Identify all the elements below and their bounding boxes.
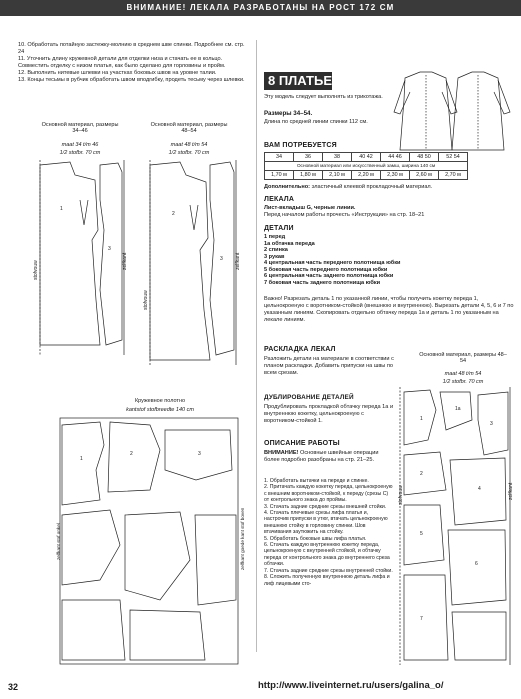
layout-title: РАСКЛАДКА ЛЕКАЛ bbox=[264, 346, 336, 353]
amount-cell: 1,80 м bbox=[294, 171, 323, 180]
piece-number: 2 bbox=[130, 451, 133, 457]
header-banner: ВНИМАНИЕ! ЛЕКАЛА РАЗРАБОТАНЫ НА РОСТ 172 СМ bbox=[0, 0, 521, 16]
sleeve-line bbox=[394, 80, 410, 114]
left-plan-stof: 1/2 stofbr. 70 cm bbox=[59, 150, 101, 156]
right-col-plan-caption: Основной материал, размеры 48–54 bbox=[419, 352, 507, 364]
pattern-piece bbox=[478, 392, 508, 455]
piece-number: 3 bbox=[108, 246, 111, 252]
lace-right-edge: zelfkant goede kant stof boven bbox=[240, 507, 245, 570]
size-cell: 44 46 bbox=[381, 153, 410, 162]
details-title: ДЕТАЛИ bbox=[264, 225, 294, 232]
size-cell: 52 54 bbox=[439, 153, 468, 162]
zelfkant-label-b: zelfkant bbox=[235, 252, 241, 270]
lace-piece bbox=[125, 512, 190, 600]
right-col-plan-maat: maat 48 t/m 54 bbox=[444, 371, 482, 377]
piece-number: 1 bbox=[80, 456, 83, 462]
work-step: 6. Стачать каждую внутреннюю кокетку переда, цельнокроеную с внутренней стойкой, и обтачку переда от контрольного знака до внутреннего среза обтачки. bbox=[264, 542, 390, 568]
detail-item: 3 рукав bbox=[264, 253, 285, 260]
model-title: 8 ПЛАТЬЕ bbox=[264, 72, 332, 90]
lekala-sheet: Лист-вкладыш G, черные линии. bbox=[264, 205, 356, 211]
amount-cell: 2,70 м bbox=[439, 171, 468, 180]
work-step: 2. Притачать каждую кокетку переда, цельнокроеную с внешним воротником-стойкой, к переду (срезы С) от контрольного знака до проймы. bbox=[264, 484, 393, 504]
piece-number: 7 bbox=[420, 616, 423, 622]
dart-mark bbox=[80, 200, 88, 225]
material-cell: Основной материал или искусственный замш, ширина 140 см bbox=[265, 162, 468, 171]
lace-piece bbox=[195, 515, 236, 605]
size-cell: 34 bbox=[265, 153, 294, 162]
size-cell: 36 bbox=[294, 153, 323, 162]
piece-number: 2 bbox=[420, 471, 423, 477]
sleeve-line bbox=[494, 80, 510, 114]
lace-left-edge: zelfkant stof onkel bbox=[56, 523, 61, 560]
detail-item: 7 боковая часть заднего полотнища юбки bbox=[264, 279, 381, 286]
required-title: ВАМ ПОТРЕБУЕТСЯ bbox=[264, 142, 337, 149]
detail-item: 4 центральная часть переднего полотнища юбки bbox=[264, 260, 401, 266]
detail-item: 1а обтачка переда bbox=[264, 240, 315, 247]
pattern-piece bbox=[40, 162, 100, 345]
work-step: 7. Стачать задние средние срезы внутренней стойки. bbox=[264, 567, 393, 574]
lace-piece bbox=[62, 600, 125, 660]
lace-piece bbox=[130, 610, 205, 660]
step-10: 10. Обработать потайную застежку-молнию в среднем шве спинки. Подробнее см. стр. 24 bbox=[18, 42, 245, 55]
right-col-zelfkant: zelfkant bbox=[508, 482, 514, 500]
right-plan-stof: 1/2 stofbr. 70 cm bbox=[168, 150, 210, 156]
extra-text: эластичный клеевой прокладочный материал. bbox=[311, 184, 433, 190]
piece-number: 1 bbox=[420, 416, 423, 422]
dart-mark bbox=[190, 205, 198, 230]
right-plan-caption: Основной материал, размеры 48–54 bbox=[150, 122, 228, 134]
right-plan-maat: maat 48 t/m 54 bbox=[170, 142, 208, 148]
pattern-piece bbox=[452, 612, 506, 660]
duplicate-title: ДУБЛИРОВАНИЕ ДЕТАЛЕЙ bbox=[264, 394, 354, 401]
piece-number: 6 bbox=[475, 561, 478, 567]
zelfkant-label-a: zelfkant bbox=[122, 252, 128, 270]
amount-cell: 2,60 м bbox=[410, 171, 439, 180]
detail-item: 6 центральная часть заднего полотнища юбки bbox=[264, 273, 394, 279]
extra-label: Дополнительно: bbox=[264, 184, 310, 190]
amount-cell: 2,30 м bbox=[381, 171, 410, 180]
model-length: Длина по средней линии спинки 112 см. bbox=[264, 119, 368, 125]
size-cell: 40 42 bbox=[352, 153, 381, 162]
lace-caption: Кружевное полотно bbox=[134, 398, 186, 404]
work-step: 4. Стачать плечевые срезы лифа платья и, настрочив припуски в утюг, втачать цельнокроеную внешнюю стойку в горловину спинки. Шов втачивания заутюжить на стойку. bbox=[264, 510, 388, 536]
stofvouw-label-a: stofvouw bbox=[33, 260, 39, 280]
source-url: http://www.liveinternet.ru/users/galina_o/ bbox=[258, 680, 444, 691]
step-12: 12. Выполнить нитевые шлевки на участках боковых швов на уровне талии. bbox=[18, 70, 217, 76]
work-step: 1. Обработать вытачки на переде и спинке. bbox=[264, 478, 369, 484]
sleeve-line bbox=[442, 80, 457, 114]
lace-piece bbox=[108, 422, 160, 492]
piece-number: 2 bbox=[172, 211, 175, 217]
lace-fabric bbox=[60, 418, 238, 664]
work-attention-text: Основные швейные операции более подробно разобраны на стр. 21–25. bbox=[264, 450, 379, 463]
lace-stof: kantstof stofbreedte 140 cm bbox=[126, 407, 194, 413]
layout-text: Разложить детали на материале в соответствии с планом раскладки. Добавить припуски на швы по всем срезам. bbox=[264, 356, 394, 376]
size-cell: 48 50 bbox=[410, 153, 439, 162]
detail-item: 2 спинка bbox=[264, 247, 288, 253]
right-col-plan-stof: 1/2 stofbr. 70 cm bbox=[442, 379, 484, 385]
lace-piece bbox=[62, 510, 120, 585]
duplicate-text: Продублировать прокладкой обтачку переда 1а и внутреннюю кокетку, цельнокроеную с воротником-стойкой 1. bbox=[264, 404, 394, 424]
left-plan-caption: Основной материал, размеры 34–46 bbox=[41, 122, 119, 134]
detail-item: 5 боковая часть переднего полотнища юбки bbox=[264, 266, 388, 273]
step-11: 11. Уточнить длину кружевной детали для отделки низа и стачать ее в кольцо. Совместить отделку с низом платья, как было сделано для горловины и пройм. bbox=[18, 56, 226, 69]
piece-number: 1a bbox=[455, 406, 461, 412]
piece-number: 3 bbox=[220, 256, 223, 262]
work-step: 8. Сложить полученную внутреннюю деталь лифа и лиф лицевыми сто- bbox=[264, 574, 390, 587]
piece-number: 3 bbox=[490, 421, 493, 427]
lace-piece bbox=[62, 422, 104, 505]
amount-cell: 1,70 м bbox=[265, 171, 294, 180]
work-step: 5. Обработать боковые швы лифа платья. bbox=[264, 535, 367, 542]
page-number: 32 bbox=[8, 682, 19, 692]
lekala-note: Перед началом работы прочесть «Инструкции» на стр. 18–21 bbox=[264, 212, 425, 218]
stofvouw-label-b: stofvouw bbox=[143, 290, 149, 310]
piece-number: 5 bbox=[420, 531, 423, 537]
amount-cell: 2,20 м bbox=[352, 171, 381, 180]
right-col-stofvouw: stofvouw bbox=[398, 485, 404, 505]
important-note: Важно! Разрезать деталь 1 по указанной линии, чтобы получить кокетку переда 1, цельнокроеную с воротником-стойкой (внешнюю и внутреннюю). Вырезать детали 4, 5, 6 и 7 по указанным линиям. Скопировать отдельно обтачку переда 1а и деталь 1 по указанным на лекале линиям. bbox=[264, 296, 514, 323]
piece-number: 1 bbox=[60, 206, 63, 212]
work-title: ОПИСАНИЕ РАБОТЫ bbox=[264, 440, 340, 447]
pattern-piece bbox=[448, 530, 506, 605]
pattern-piece bbox=[404, 505, 444, 565]
model-intro: Эту модель следует выполнять из трикотажа. bbox=[264, 94, 383, 100]
left-plan-maat: maat 34 t/m 46 bbox=[61, 142, 99, 148]
pattern-piece bbox=[404, 452, 446, 495]
work-step: 3. Стачать задние средние срезы внешней стойки. bbox=[264, 503, 387, 510]
pattern-piece bbox=[100, 163, 122, 345]
size-cell: 38 bbox=[323, 153, 352, 162]
work-attention-label: ВНИМАНИЕ! bbox=[264, 450, 299, 456]
piece-number: 3 bbox=[198, 451, 201, 457]
amount-cell: 2,10 м bbox=[323, 171, 352, 180]
detail-item: 1 перед bbox=[264, 234, 286, 240]
pattern-piece bbox=[150, 162, 210, 360]
lekala-title: ЛЕКАЛА bbox=[264, 196, 295, 203]
pattern-piece bbox=[404, 575, 448, 660]
piece-number: 4 bbox=[478, 486, 481, 492]
step-13: 13. Концы тесьмы в рубчик обработать швом вподгибку, продеть тесьму через шлевки. bbox=[18, 77, 245, 83]
model-sizes: Размеры 34–54. bbox=[264, 110, 313, 117]
